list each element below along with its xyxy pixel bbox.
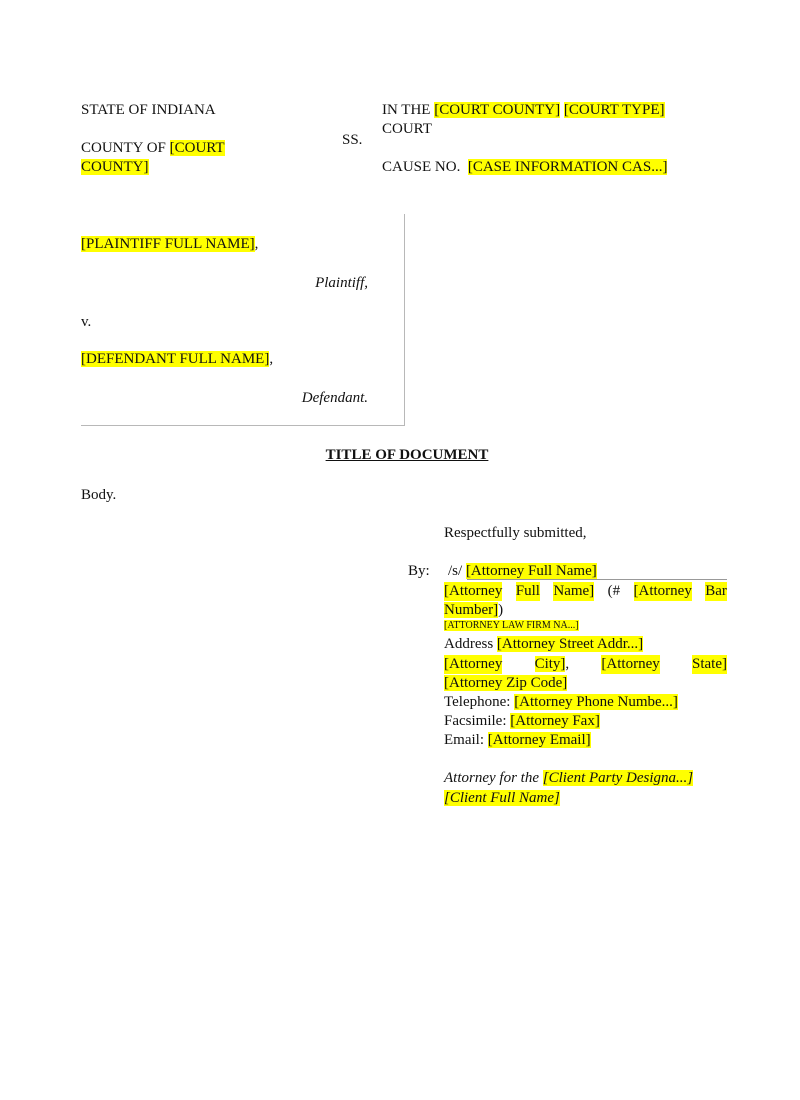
bar-number-field: Number] bbox=[444, 602, 499, 618]
cause-number-field: [CASE INFORMATION CAS...] bbox=[467, 159, 668, 175]
email-line bbox=[444, 731, 591, 750]
facsimile-field: [Attorney Fax] bbox=[510, 713, 600, 729]
state-of-indiana: STATE OF INDIANA bbox=[81, 102, 216, 118]
address-line bbox=[444, 635, 643, 654]
in-the-label: IN THE bbox=[382, 102, 435, 118]
attorney-for-line bbox=[444, 769, 693, 788]
city-field: [Attorney bbox=[444, 656, 503, 672]
attorney-signature-field: [Attorney Full Name] bbox=[465, 563, 597, 579]
signature-underline bbox=[467, 579, 727, 580]
county-line-2 bbox=[81, 158, 149, 177]
bar-number-word: Bar bbox=[705, 583, 727, 599]
email-field: [Attorney Email] bbox=[487, 732, 591, 748]
state-field-cont: State] bbox=[692, 656, 727, 672]
defendant-name-field: [DEFENDANT FULL NAME] bbox=[81, 351, 270, 367]
county-prefix: COUNTY OF bbox=[81, 140, 170, 156]
client-party-field: [Client Party Designa...] bbox=[542, 770, 694, 786]
defendant-line bbox=[81, 350, 273, 369]
client-name-line bbox=[444, 789, 560, 808]
slash-s: /s/ bbox=[448, 563, 466, 579]
telephone-line bbox=[444, 693, 678, 712]
attorney-name-word: Name] bbox=[553, 583, 595, 599]
bar-number-prefix: (# bbox=[607, 583, 621, 599]
facsimile-label: Facsimile: bbox=[444, 713, 511, 729]
cause-label: CAUSE NO. bbox=[382, 159, 461, 175]
zip-field: [Attorney Zip Code] bbox=[444, 675, 568, 691]
plaintiff-comma: , bbox=[254, 236, 259, 252]
plaintiff-name-field: [PLAINTIFF FULL NAME] bbox=[81, 236, 255, 252]
document-body: Body. bbox=[81, 487, 117, 503]
county-line bbox=[81, 139, 225, 158]
facsimile-line bbox=[444, 712, 600, 731]
attorney-for-label: Attorney for the bbox=[444, 770, 543, 786]
email-label: Email: bbox=[444, 732, 488, 748]
address-label: Address bbox=[444, 636, 497, 652]
telephone-field: [Attorney Phone Numbe...] bbox=[514, 694, 678, 710]
cause-number-line bbox=[382, 158, 667, 177]
attorney-name-word: Full bbox=[515, 583, 540, 599]
caption-vertical-rule bbox=[404, 214, 405, 425]
plaintiff-line bbox=[81, 235, 258, 254]
bar-number-line bbox=[444, 601, 503, 620]
by-label: By: bbox=[408, 563, 430, 579]
court-word: COURT bbox=[382, 121, 432, 137]
court-county-field-cont: COUNTY] bbox=[81, 159, 149, 175]
attorney-name-word: [Attorney bbox=[444, 583, 503, 599]
telephone-label: Telephone: bbox=[444, 694, 515, 710]
attorney-name-bar-line bbox=[444, 582, 727, 601]
closing: Respectfully submitted, bbox=[444, 525, 587, 541]
city-field-cont: City] bbox=[534, 656, 566, 672]
client-name-field: [Client Full Name] bbox=[444, 790, 560, 806]
bar-close-paren: ) bbox=[498, 602, 504, 618]
city-comma: , bbox=[565, 656, 570, 672]
law-firm-line bbox=[444, 620, 579, 632]
street-address-field: [Attorney Street Addr...] bbox=[496, 636, 644, 652]
zip-line bbox=[444, 674, 567, 693]
court-county-field: [COURT bbox=[169, 140, 225, 156]
in-the-court-line bbox=[382, 101, 665, 120]
defendant-role: Defendant. bbox=[301, 390, 368, 406]
city-state-line bbox=[444, 655, 727, 674]
document-title: TITLE OF DOCUMENT bbox=[325, 447, 489, 463]
bar-number-word: [Attorney bbox=[633, 583, 692, 599]
versus: v. bbox=[81, 314, 92, 330]
state-field: [Attorney bbox=[601, 656, 660, 672]
law-firm-field: [ATTORNEY LAW FIRM NA...] bbox=[444, 620, 579, 631]
ss-mark: SS. bbox=[342, 132, 363, 148]
court-type-placeholder: [COURT TYPE] bbox=[563, 102, 665, 118]
defendant-comma: , bbox=[269, 351, 274, 367]
court-county-placeholder: [COURT COUNTY] bbox=[434, 102, 561, 118]
plaintiff-role: Plaintiff, bbox=[315, 275, 368, 291]
caption-horizontal-rule bbox=[81, 425, 405, 426]
